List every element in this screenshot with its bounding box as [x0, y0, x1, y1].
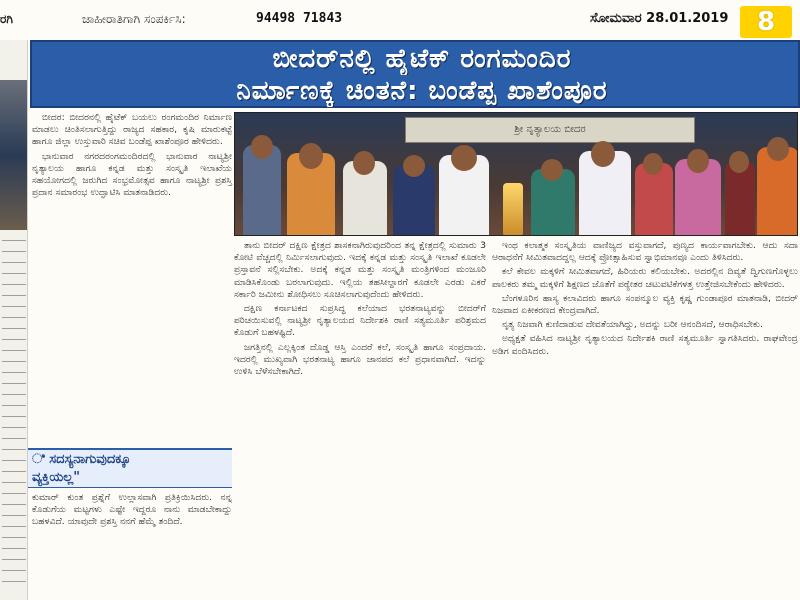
page-number-badge: 8: [740, 6, 792, 38]
article-paragraph: ಭಾನುವಾರ ನಗರದರಂಗಮಂದಿರದಲ್ಲಿ ಭಾನುವಾರ ನಾಟ್ಯಶ್ರೀ ನೃತ್ಯಾಲಯ ಹಾಗೂ ಕನ್ನಡ ಮತ್ತು ಸಂಸ್ಕೃತಿ ಇಲಾಖೆಯ ಸಹಯೋಗದಲ್ಲಿ ಜರುಗಿದ ಸಂಭ್ರಮೋತ್ಸವ ಹಾಗೂ ನಾಟ್ಯಶ್ರೀ ಪ್ರಶಸ್ತಿ ಪ್ರದಾನ ಸಮಾರಂಭ ಉದ್ಘಾಟಿಸಿ ಮಾತನಾಡಿದರು.: [32, 150, 232, 199]
ad-phone: 94498 71843: [256, 11, 343, 26]
header-fragment: ರಗಿ: [0, 12, 13, 26]
person-head: [403, 155, 425, 177]
article-paragraph: ಜಗತ್ತಿನಲ್ಲಿ ಎಲ್ಲಕ್ಕಿಂತ ದೊಡ್ಡ ಆಸ್ತಿ ಎಂದರೆ ಕಲೆ, ಸಂಸ್ಕೃತಿ ಹಾಗೂ ಸಂಪ್ರದಾಯ. ಇದರಲ್ಲಿ ಮುಖ್ಯವಾಗಿ ಭರತನಾಟ್ಯ ಹಾಗೂ ಜಾನಪದ ಕಲೆ ಪ್ರಧಾನವಾಗಿದೆ. ಇದನ್ನು ಉಳಿಸಿ ಬೆಳೆಸಬೇಕಾಗಿದೆ.: [234, 341, 486, 378]
article-paragraph: ತಾನು ಬೀದರ್ ದಕ್ಷಿಣ ಕ್ಷೇತ್ರದ ಶಾಸಕನಾಗಿರುವುದರಿಂದ ತನ್ನ ಕ್ಷೇತ್ರದಲ್ಲಿ ಸುಮಾರು 3 ಕೋಟಿ ವೆಚ್ಚದಲ್ಲಿ ನಿರ್ಮಿಸಲಾಗುವುದು. ಇದಕ್ಕೆ ಕನ್ನಡ ಮತ್ತು ಸಂಸ್ಕೃತಿ ಇಲಾಖೆ ಕೂಡಲೇ ಪ್ರಸ್ತಾವನೆ ಸಲ್ಲಿಸಬೇಕು. ಅದಕ್ಕೆ ಕನ್ನಡ ಮತ್ತು ಸಂಸ್ಕೃತಿ ಮಂತ್ರಿಗಳಿಂದ ಮಂಜೂರಿ ಮಾಡಿಸಿಕೊಂಡು ಬರಲಾಗುವುದು. ಇಲ್ಲಿಯ ತಹಸೀಲ್ದಾರಗೆ ಕೂಡಲೇ ಎರಡು ಎಕರೆ ಸರ್ಕಾರಿ ಜಮೀನು ಶೋಧಿಸಲು ಸೂಚಿಸಲಾಗುವುದೆಂದು ಹೇಳಿದರು.: [234, 240, 486, 300]
article-paragraph: ಕಲೆ ಕೇವಲ ಮಕ್ಕಳಿಗೆ ಸೀಮಿತವಾಗದೆ, ಹಿರಿಯರು ಕಲಿಯಬೇಕು. ಅದರಲ್ಲಿನ ದಿವ್ಯತೆ ದ್ವಿಗುಣಗೊಳ್ಳಲು ಪಾಲಕರು ತಮ್ಮ ಮಕ್ಕಳಿಗೆ ಶಿಕ್ಷಣದ ಜೊತೆಗೆ ಪಠ್ಯೇತರ ಚಟುವಟಿಕೆಗಳತ್ತ ಉತ್ತೇಜಿಸಬೇಕೆಂದು ಹೇಳಿದರು.: [492, 266, 798, 290]
person-head: [643, 153, 663, 175]
headline-banner: [30, 40, 800, 108]
headline-line-2: ನಿರ್ಮಾಣಕ್ಕೆ ಚಿಂತನೆ: ಬಂಡೆಪ್ಪ ಖಾಶೆಂಪೂರ: [236, 76, 608, 106]
article-column-2: [234, 240, 486, 380]
article-paragraph: ಅಧ್ಯಕ್ಷತೆ ವಹಿಸಿದ ನಾಟ್ಯಶ್ರೀ ನೃತ್ಯಾಲಯದ ನಿರ್ದೇಶಕಿ ರಾಣಿ ಸತ್ಯಮೂರ್ತಿ ಸ್ವಾಗತಿಸಿದರು. ರಾಘವೇಂದ್ರ ಅಡಿಗ ವಂದಿಸಿದರು.: [492, 333, 798, 357]
sidebar-headline-line-2: ವ್ಯಕ್ತಿಯಲ್ಲ": [32, 470, 80, 485]
article-paragraph: ದಕ್ಷಿಣ ಕರ್ನಾಟಕದ ಸುಪ್ರಸಿದ್ಧ ಕಲೆಯಾದ ಭರತನಾಟ್ಯವನ್ನು ಬೀದರ್‌ಗೆ ಪರಿಚಯಿಸುವಲ್ಲಿ ನಾಟ್ಯಶ್ರೀ ನೃತ್ಯಾಲಯದ ನಿರ್ದೇಶಕಿ ರಾಣಿ ಸತ್ಯಮೂರ್ತಿ ಪರಿಶ್ರಮದ ಕೊಡುಗೆ ಬಹಳಷ್ಟಿದೆ.: [234, 303, 486, 339]
person-head: [251, 135, 273, 159]
event-photo: [234, 112, 798, 236]
issue-date: ಸೋಮವಾರ 28.01.2019: [590, 11, 729, 26]
article-paragraph: ಬೀದರ: ಬೀದರನಲ್ಲಿ ಹೈಟೆಕ್ ಬಯಲು ರಂಗಮಂದಿರ ನಿರ್ಮಾಣ ಮಾಡಲು ಚಿಂತಿಸಲಾಗುತ್ತಿದ್ದು ರಾಜ್ಯದ ಸಹಕಾರ, ಕೃಷಿ ಮಾರುಕಟ್ಟೆ ಹಾಗೂ ಜಿಲ್ಲಾ ಉಸ್ತುವಾರಿ ಸಚಿವ ಬಂಡೆಪ್ಪ ಖಾಶೆಂಪೂರ ಹೇಳಿದರು.: [32, 112, 232, 148]
sidebar-story-headline: [28, 448, 232, 488]
person-head: [541, 159, 563, 181]
sidebar-headline-line-1: ಿ ಸದಸ್ಯನಾಗುವುದಕ್ಕೂ: [32, 452, 131, 467]
article-paragraph: ಬೆಂಗಳೂರಿನ ಹಾಸ್ಯ ಕಲಾವಿದರು ಹಾಗೂ ಸಂಪನ್ಮೂಲ ವ್ಯಕ್ತಿ ಕೃಷ್ಣ ಗುಂಡಾಪೂರ ಮಾತನಾಡಿ, ಬೀದರ್ ನಿಜವಾದ ಏಕೀಕರಣದ ಕೇಂದ್ರವಾಗಿದೆ.: [492, 292, 798, 317]
person-head: [299, 143, 323, 169]
ad-label: ಜಾಹೀರಾತಿಗಾಗಿ ಸಂಪರ್ಕಿಸಿ:: [82, 12, 186, 26]
person-head: [767, 137, 789, 161]
headline-line-1: ಬೀದರ್‌ನಲ್ಲಿ ಹೈಟೆಕ್ ರಂಗಮಂದಿರ: [272, 44, 572, 74]
person-head: [451, 145, 477, 171]
article-paragraph: ಇಂಥ ಕಲಾತ್ಮಕ ಸಂಸ್ಕೃತಿಯ ವಾಣಿಜ್ಯದ ವಸ್ತುವಾಗದೆ, ಪುಣ್ಯದ ಕಾರ್ಯವಾಗಬೇಕು. ಆದು ಸದಾ ಆರಾಧನೆಗೆ ಸೀಮಿತವಾದದ್ದಲ್ಲ ಆದಕ್ಕೆ ಪ್ರೋತ್ಸಾಹಿಸುವ ಸ್ವಾಭಿಮಾನವೂ ಎಂದು ತಿಳಿಸಿದರು.: [492, 240, 798, 264]
article-column-1: [32, 112, 232, 201]
person-head: [353, 151, 375, 175]
adjacent-column-strip: [0, 40, 28, 600]
article-column-3: [492, 240, 798, 360]
person-head: [729, 151, 749, 173]
adjacent-photo: [0, 80, 28, 230]
person-head: [591, 141, 615, 167]
adjacent-text-lines: [2, 240, 26, 590]
sidebar-story-text: ಕುಮಾರ್ ಕುಂತ ಪ್ರಶ್ನೆಗೆ ಉಲ್ಲಾಸವಾಗಿ ಪ್ರತಿಕ್ರಿಯಿಸಿದರು. ನನ್ನ ಕೊಡುಗೆಯ ಮಟ್ಟಗಳು ಎಷ್ಟೇ ಇದ್ದರೂ ನಾನು ಮಾಡಬೇಕಾದ್ದು ಬಹಳವಿದೆ. ಯಾವುದೇ ಪ್ರಶಸ್ತಿ ನನಗೆ ಹೆಮ್ಮೆ ತಂದಿದೆ.: [32, 492, 232, 528]
person-head: [687, 149, 709, 173]
ceremonial-lamp: [503, 183, 523, 236]
page-header: [0, 0, 800, 40]
article-paragraph: ನೃತ್ಯ ನಿಜವಾಗಿ ಕುಣಿದಾಡುವ ದೇವತೆಯಾಗಿದ್ದು, ಅದನ್ನು ಬರೀ ಆನಂದಿಸದೆ, ಆರಾಧಿಸಬೇಕು.: [502, 319, 763, 331]
stage-banner: ಶ್ರೀ ನೃತ್ಯಾಲಯ ಬೀದರ: [405, 117, 695, 143]
